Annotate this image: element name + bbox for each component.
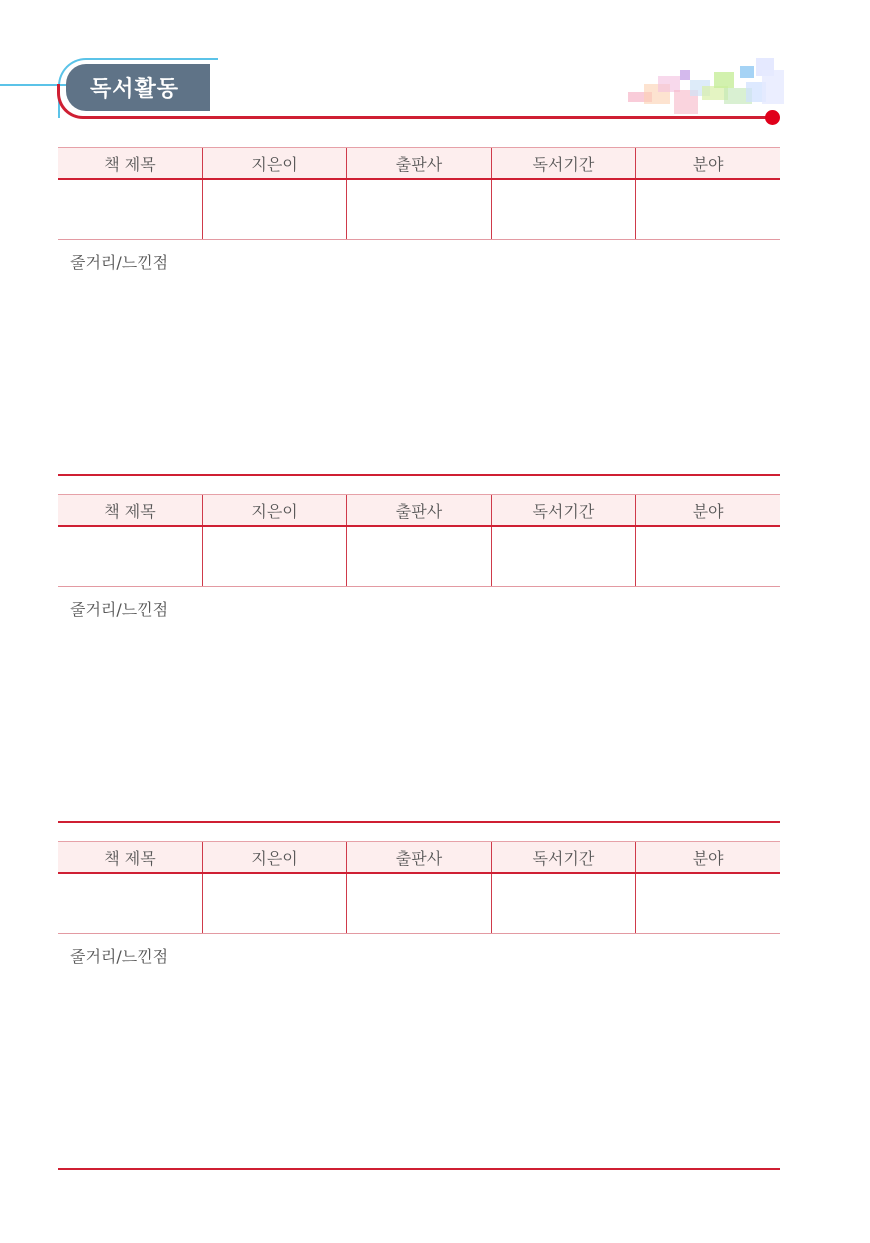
book-info-table <box>58 494 780 587</box>
section-divider <box>58 821 780 823</box>
book-info-table <box>58 841 780 934</box>
summary-area[interactable] <box>58 270 780 470</box>
column-header-publisher: 출판사 <box>347 495 491 527</box>
page-title: 독서활동 <box>66 64 210 111</box>
column-header-genre: 분야 <box>636 842 780 874</box>
summary-label: 줄거리/느낀점 <box>70 600 169 619</box>
column-header-title: 책 제목 <box>58 842 202 874</box>
author-cell[interactable] <box>202 526 346 587</box>
column-header-genre: 분야 <box>636 495 780 527</box>
book-info-table <box>58 147 780 240</box>
summary-label: 줄거리/느낀점 <box>70 947 169 966</box>
publisher-cell[interactable] <box>347 179 491 240</box>
column-header-title: 책 제목 <box>58 148 202 180</box>
section-divider <box>58 474 780 476</box>
period-cell[interactable] <box>491 873 635 934</box>
genre-cell[interactable] <box>636 526 780 587</box>
reading-entry-3 <box>58 841 780 1164</box>
column-header-period: 독서기간 <box>491 148 635 180</box>
column-header-period: 독서기간 <box>491 842 635 874</box>
title-cell[interactable] <box>58 179 202 240</box>
summary-label: 줄거리/느낀점 <box>70 253 169 272</box>
section-divider <box>58 1168 780 1170</box>
genre-cell[interactable] <box>636 873 780 934</box>
column-header-genre: 분야 <box>636 148 780 180</box>
reading-entry-1 <box>58 147 780 470</box>
summary-area[interactable] <box>58 617 780 817</box>
decorative-squares <box>628 56 784 118</box>
genre-cell[interactable] <box>636 179 780 240</box>
period-cell[interactable] <box>491 179 635 240</box>
column-header-publisher: 출판사 <box>347 148 491 180</box>
publisher-cell[interactable] <box>347 873 491 934</box>
column-header-author: 지은이 <box>202 842 346 874</box>
author-cell[interactable] <box>202 873 346 934</box>
reading-entry-2 <box>58 494 780 817</box>
title-cell[interactable] <box>58 526 202 587</box>
publisher-cell[interactable] <box>347 526 491 587</box>
title-cell[interactable] <box>58 873 202 934</box>
column-header-author: 지은이 <box>202 495 346 527</box>
column-header-author: 지은이 <box>202 148 346 180</box>
summary-area[interactable] <box>58 964 780 1164</box>
column-header-period: 독서기간 <box>491 495 635 527</box>
period-cell[interactable] <box>491 526 635 587</box>
column-header-publisher: 출판사 <box>347 842 491 874</box>
column-header-title: 책 제목 <box>58 495 202 527</box>
author-cell[interactable] <box>202 179 346 240</box>
